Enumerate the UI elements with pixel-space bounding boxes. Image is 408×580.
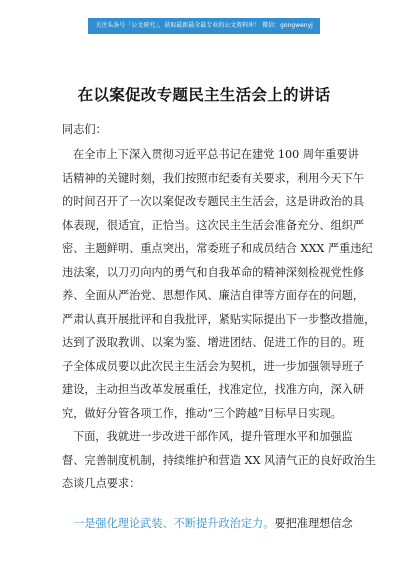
point-1 — [62, 512, 353, 536]
paragraph-line: 下面，我就进一步改进干部作风，提升管理水平和加强监 — [73, 430, 353, 443]
paragraph-line: 严肃认真开展批评和自我批评，紧贴实际提出下一步整改措施， — [62, 312, 376, 326]
document-title: 在以案促改专题民主生活会上的讲话 — [77, 85, 331, 104]
paragraph-1 — [62, 143, 376, 425]
promo-banner: 关注头条号「公文研究」，获取最新最全最专业的公文资料库！ 微信：gongwenyj — [88, 18, 320, 34]
point-1-line — [62, 512, 353, 536]
paragraph-line: 达到了汲取教训、以案为鉴、增进团结、促进工作的目的。班 — [62, 336, 365, 349]
paragraph-line: 建设，主动担当改革发展重任，找准定位，找准方向，深入研 — [62, 383, 365, 396]
paragraph-line: 态谈几点要求： — [62, 477, 141, 490]
point-1-heading: 一是强化理论武装、不断提升政治定力。 — [73, 517, 275, 530]
paragraph-line: 密、主题鲜明、重点突出，常委班子和成员结合 XXX 严重违纪 — [62, 242, 373, 255]
paragraph-line: 养、全面从严治党、思想作风、廉洁自律等方面存在的问题， — [62, 289, 365, 302]
paragraph-line: 体表现，很适宜，正恰当。这次民主生活会准备充分、组织严 — [62, 218, 365, 232]
paragraph-line: 究，做好分管各项工作，推动“三个跨越”目标早日实现。 — [62, 406, 342, 420]
paragraph-line: 的时间召开了一次以案促改专题民主生活会，这是讲政治的具 — [62, 195, 365, 208]
point-1-text: 要把准理想信念 — [274, 517, 353, 530]
paragraph-line: 在全市上下深入贯彻习近平总书记在建党 100 周年重要讲 — [73, 148, 359, 161]
greeting: 同志们： — [62, 123, 107, 136]
paragraph-line: 督、完善制度机制，持续维护和营造 XX 风清气正的良好政治生 — [62, 453, 376, 467]
paragraph-line: 话精神的关键时刻，我们按照市纪委有关要求，利用今天下午 — [62, 171, 365, 185]
paragraph-2 — [62, 425, 376, 496]
paragraph-line: 子全体成员要以此次民主生活会为契机，进一步加强领导班子 — [62, 359, 365, 373]
paragraph-line: 违法案，以刀刃向内的勇气和自我革命的精神深刻检视党性修 — [62, 265, 365, 279]
